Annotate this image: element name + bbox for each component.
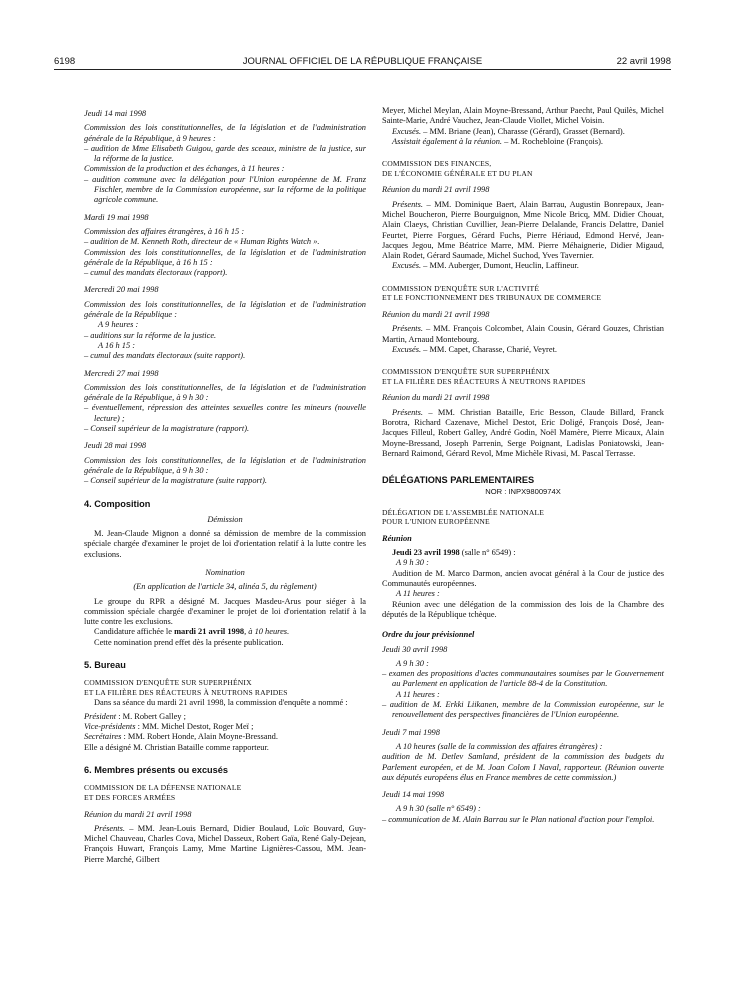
bureau-line: Président : M. Robert Galley ; <box>84 711 186 721</box>
paragraph: Le groupe du RPR a désigné M. Jacques Masdeu-Arus pour siéger à la commission spéciale chargée d'examiner le projet de loi d'orientation relatif à la lutte contre les exclusions. <box>84 596 366 627</box>
agenda-item: Commission des lois constitutionnelles, de la législation et de l'administration générale de la République, à 9 h 30 : <box>84 455 366 475</box>
date-heading: Jeudi 14 mai 1998 <box>382 790 445 800</box>
agenda-heading: Ordre du jour prévisionnel <box>382 630 475 640</box>
meeting-date: Jeudi 23 avril 1998 (salle n° 6549) : <box>392 548 516 558</box>
agenda-item: Commission des affaires étrangères, à 16 h 15 : <box>84 226 245 236</box>
header-rule <box>54 69 671 70</box>
members-present: Présents. – MM. Christian Bataille, Eric Besson, Claude Billard, Franck Borotra, Richard Cazenave, Michel Destot, Eric Doligé, François Dosé, Jean-Jacques Filleul, Robert Galley, André Godin, Noël Mamère, Pierre Micaux, Alain Moyne-Bressand, Joseph Parrenin, Serge Poignant, Ladislas Poniatowski, Jean-Bernard Raimond, Gérard Revol, Mme Michèle Rivasi, M. Pascal Terrasse. <box>382 407 664 458</box>
agenda-item: Réunion avec une délégation de la commission des lois de la Chambre des députés de la République tchèque. <box>382 599 664 619</box>
agenda-time: A 11 heures : <box>396 689 440 699</box>
agenda-time: A 10 heures (salle de la commission des affaires étrangères) : <box>396 741 603 751</box>
agenda-time: A 11 heures : <box>396 589 440 599</box>
paragraph: M. Jean-Claude Mignon a donné sa démission de membre de la commission spéciale chargée d'examiner le projet de loi d'orientation relatif à la lutte contre les exclusions. <box>84 529 366 559</box>
commission-title: COMMISSION D'ENQUÊTE SUR L'ACTIVITÉ <box>382 283 540 293</box>
commission-title: COMMISSION DE LA DÉFENSE NATIONALE <box>84 783 242 793</box>
commission-title: COMMISSION D'ENQUÊTE SUR SUPERPHÉNIX <box>382 367 550 377</box>
agenda-time: A 16 h 15 : <box>98 340 136 350</box>
paragraph: Cette nomination prend effet dès la présente publication. <box>94 637 284 647</box>
commission-title: ET LA FILIÈRE DES RÉACTEURS À NEUTRONS RAPIDES <box>84 687 288 697</box>
meeting-heading: Réunion du mardi 21 avril 1998 <box>382 185 490 195</box>
agenda-item: – cumul des mandats électoraux (suite rapport). <box>84 351 246 361</box>
subsection-title: Démission <box>207 514 243 524</box>
agenda-item: – cumul des mandats électoraux (rapport). <box>84 268 228 278</box>
date-heading: Jeudi 14 mai 1998 <box>84 109 147 118</box>
members-present: Présents. – MM. Dominique Baert, Alain Barrau, Augustin Bonrepaux, Jean-Michel Boucheron, Pierre Bourguignon, Mme Nicole Bricq, MM. Didier Chouat, Alain Claeys, Christian Cuvillier, Jean-Pierre Delalande, Francis Delattre, Daniel Feurtet, Pierre Forgues, Gérard Fuchs, Pierre Hériaud, Edmond Hervé, Jean-Jacques Jegou, Mme Béatrice Marre, MM. Pierre Méhaignerie, Didier Migaud, Alain Rodet, Gérard Saumade, Michel Suchod, Yves Tavernier. <box>382 199 664 261</box>
members-excused: Excusés. – MM. Briane (Jean), Charasse (Gérard), Grasset (Bernard). <box>392 126 625 136</box>
members-present: Présents. – MM. François Colcombet, Alain Cousin, Gérard Gouzes, Christian Martin, Arnaud Montebourg. <box>382 324 664 344</box>
members-present: Meyer, Michel Meylan, Alain Moyne-Bressand, Arthur Paecht, Paul Quilès, Michel Sainte-Marie, André Vauchez, Jean-Claude Viollet, Michel Voisin. <box>382 106 664 126</box>
date-heading: Mardi 19 mai 1998 <box>84 212 149 222</box>
agenda-item: Commission des lois constitutionnelles, de la législation et de l'administration générale de la République, à 9 heures : <box>84 123 366 143</box>
journal-title: JOURNAL OFFICIEL DE LA RÉPUBLIQUE FRANÇAISE <box>242 56 483 67</box>
members-excused: Excusés. – MM. Capet, Charasse, Charié, Veyret. <box>392 344 557 354</box>
page-header <box>54 56 671 70</box>
agenda-time: A 9 heures : <box>98 320 139 330</box>
commission-title: COMMISSION DES FINANCES, <box>382 159 492 169</box>
right-column <box>382 106 664 825</box>
date-heading: Mercredi 27 mai 1998 <box>84 368 159 378</box>
agenda-item: – éventuellement, répression des atteintes sexuelles contre les mineurs (nouvelle lecture) ; <box>84 403 366 423</box>
meeting-heading: Réunion <box>382 533 412 543</box>
agenda-item: – audition de Mme Elisabeth Guigou, garde des sceaux, ministre de la justice, sur la réforme de la justice. <box>84 143 366 164</box>
agenda-item: – audition commune avec la délégation pour l'Union européenne de M. Franz Fischler, membre de la Commission européenne, sur la réforme de la politique agricole commune. <box>84 174 366 205</box>
page-number: 6198 <box>54 56 76 67</box>
agenda-item: Audition de M. Marco Darmon, ancien avocat général à la Cour de justice des Communautés européennes. <box>382 568 664 589</box>
bureau-line: Vice-présidents : MM. Michel Destot, Roger Meï ; <box>84 722 254 732</box>
agenda-item: – Conseil supérieur de la magistrature (rapport). <box>84 424 250 434</box>
section-title: 4. Composition <box>84 498 151 509</box>
section-title: DÉLÉGATIONS PARLEMENTAIRES <box>382 475 535 486</box>
delegation-title: POUR L'UNION EUROPÉENNE <box>382 517 490 527</box>
commission-title: ET DES FORCES ARMÉES <box>84 792 176 802</box>
nor-reference: NOR : INPX9800974X <box>485 487 561 497</box>
date-heading: Jeudi 7 mai 1998 <box>382 727 440 737</box>
agenda-item: – communication de M. Alain Barrau sur le Plan national d'action pour l'emploi. <box>382 814 655 824</box>
agenda-item: Commission des lois constitutionnelles, de la législation et de l'administration générale de la République, à 16 h 15 : <box>84 247 366 267</box>
meeting-heading: Réunion du mardi 21 avril 1998 <box>382 393 490 403</box>
agenda-item: – examen des propositions d'actes communautaires soumises par le Gouvernement au Parlement en application de l'article 88-4 de la Constitution. <box>382 669 664 689</box>
agenda-item: Commission des lois constitutionnelles, de la législation et de l'administration générale de la République, à 9 h 30 : <box>84 382 366 403</box>
paragraph: Candidature affichée le mardi 21 avril 1998, à 10 heures. <box>94 627 290 637</box>
agenda-item: – audition de M. Kenneth Roth, directeur de « Human Rights Watch ». <box>84 237 320 247</box>
subsection-note: (En application de l'article 34, alinéa 5, du règlement) <box>133 582 317 592</box>
agenda-item: Commission de la production et des échanges, à 11 heures : <box>84 164 285 174</box>
commission-title: ET LE FONCTIONNEMENT DES TRIBUNAUX DE COMMERCE <box>382 293 602 303</box>
agenda-time: A 9 h 30 : <box>396 658 429 668</box>
paragraph: Dans sa séance du mardi 21 avril 1998, la commission d'enquête a nommé : <box>94 697 348 707</box>
commission-title: DE L'ÉCONOMIE GÉNÉRALE ET DU PLAN <box>382 168 533 178</box>
members-present: Présents. – MM. Jean-Louis Bernard, Didier Boulaud, Loïc Bouvard, Guy-Michel Chauveau, Charles Cova, Michel Dasseux, Robert Gaïa, René Galy-Dejean, François Huwart, François Lamy, Mme Martine Lignières-Cassou, MM. Jean-Pierre Marché, Gilbert <box>84 823 366 864</box>
commission-title: COMMISSION D'ENQUÊTE SUR SUPERPHÉNIX <box>84 678 252 688</box>
meeting-heading: Réunion du mardi 21 avril 1998 <box>382 309 490 319</box>
agenda-item: – Conseil supérieur de la magistrature (suite rapport). <box>84 476 268 486</box>
agenda-item: – auditions sur la réforme de la justice. <box>84 330 217 340</box>
left-column <box>84 102 366 865</box>
bureau-line: Secrétaires : MM. Robert Honde, Alain Moyne-Bressand. <box>84 732 278 742</box>
agenda-item: Commission des lois constitutionnelles, de la législation et de l'administration générale de la République : <box>84 299 366 320</box>
date-heading: Jeudi 30 avril 1998 <box>382 644 448 654</box>
delegation-title: DÉLÉGATION DE L'ASSEMBLÉE NATIONALE <box>382 507 545 517</box>
date-heading: Jeudi 28 mai 1998 <box>84 441 147 451</box>
paragraph: Elle a désigné M. Christian Bataille comme rapporteur. <box>84 742 269 752</box>
agenda-item: – audition de M. Erkki Liikanen, membre de la Commission européenne, sur le renouvellement des perspectives financières de l'Union européenne. <box>382 700 664 720</box>
date-heading: Mercredi 20 mai 1998 <box>84 285 159 295</box>
members-excused: Excusés. – MM. Auberger, Dumont, Heuclin, Laffineur. <box>392 261 579 271</box>
section-title: 5. Bureau <box>84 660 126 671</box>
agenda-time: A 9 h 30 (salle n° 6549) : <box>396 804 481 814</box>
issue-date: 22 avril 1998 <box>616 56 671 67</box>
agenda-time: A 9 h 30 : <box>396 558 429 568</box>
agenda-item: audition de M. Detlev Samland, président de la commission des budgets du Parlement européen, et de M. Joan Colom I Naval, rapporteur. (Réunion ouverte aux députés européens élus en France membres de cette commission.) <box>382 752 664 782</box>
members-attending: Assistait également à la réunion. – M. Rochebloine (François). <box>392 136 603 146</box>
subsection-title: Nomination <box>205 567 245 577</box>
section-title: 6. Membres présents ou excusés <box>84 765 229 776</box>
meeting-heading: Réunion du mardi 21 avril 1998 <box>84 809 192 819</box>
commission-title: ET LA FILIÈRE DES RÉACTEURS À NEUTRONS RAPIDES <box>382 376 586 386</box>
